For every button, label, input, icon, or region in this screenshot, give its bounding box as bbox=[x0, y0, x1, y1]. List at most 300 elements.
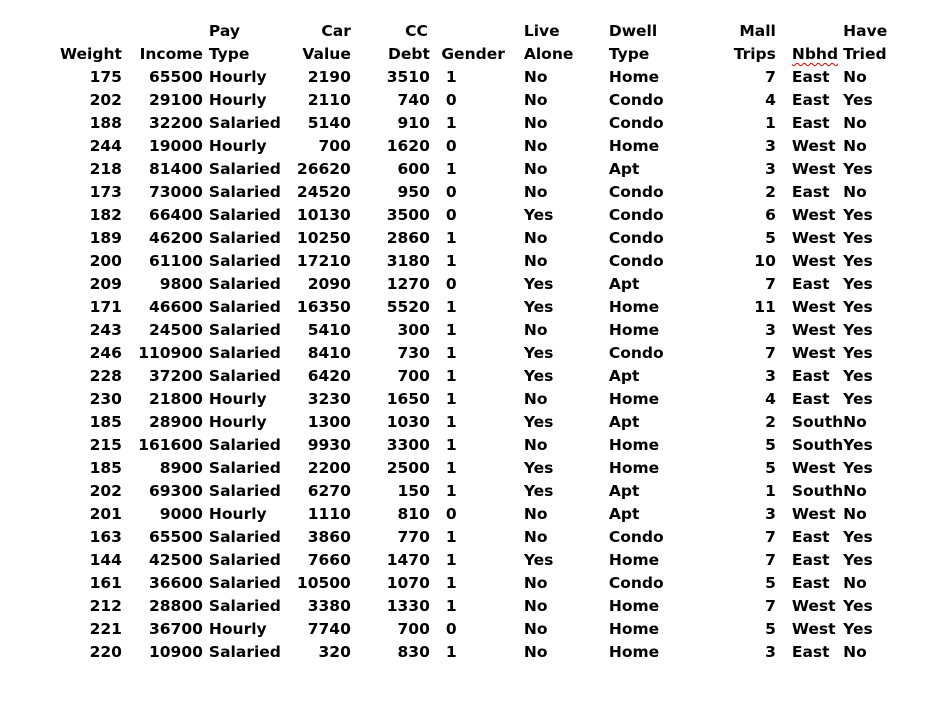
cell-dwell-type: Condo bbox=[608, 528, 664, 546]
cell-car-value: 6270 bbox=[307, 482, 351, 500]
cell-pay-type: Salaried bbox=[208, 229, 281, 247]
cell-dwell-type: Home bbox=[608, 436, 660, 454]
cell-mall-trips: 3 bbox=[765, 160, 776, 178]
cell-weight: 202 bbox=[89, 91, 122, 109]
cell-pay-type: Salaried bbox=[208, 160, 281, 178]
table-row bbox=[60, 365, 888, 388]
cell-income: 161600 bbox=[138, 436, 203, 454]
cell-pay-type: Hourly bbox=[208, 505, 267, 523]
cell-dwell-type: Condo bbox=[608, 574, 664, 592]
table-row bbox=[60, 319, 888, 342]
cell-have-tried: Yes bbox=[843, 459, 873, 477]
cell-nbhd: East bbox=[791, 91, 830, 109]
cell-income: 36700 bbox=[148, 620, 203, 638]
cell-pay-type: Salaried bbox=[208, 275, 281, 293]
cell-pay-type: Salaried bbox=[208, 528, 281, 546]
cell-dwell-type: Condo bbox=[608, 252, 664, 270]
cell-cc-debt: 3500 bbox=[386, 206, 430, 224]
cell-live-alone: No bbox=[523, 528, 548, 546]
cell-gender: 1 bbox=[445, 114, 457, 132]
cell-weight: 175 bbox=[89, 68, 122, 86]
cell-gender: 1 bbox=[445, 528, 457, 546]
cell-have-tried: Yes bbox=[843, 275, 873, 293]
cell-mall-trips: 1 bbox=[765, 114, 776, 132]
cell-live-alone: No bbox=[523, 160, 548, 178]
cell-pay-type: Salaried bbox=[208, 114, 281, 132]
cell-gender: 1 bbox=[445, 367, 457, 385]
cell-car-value: 3380 bbox=[307, 597, 351, 615]
cell-weight: 171 bbox=[89, 298, 122, 316]
cell-nbhd: East bbox=[791, 390, 830, 408]
table-row bbox=[60, 135, 888, 158]
cell-cc-debt: 1030 bbox=[386, 413, 430, 431]
cell-weight: 244 bbox=[89, 137, 122, 155]
table-row bbox=[60, 296, 888, 319]
table-row bbox=[60, 595, 888, 618]
cell-mall-trips: 7 bbox=[765, 528, 776, 546]
header-weight: Weight bbox=[60, 45, 122, 63]
cell-cc-debt: 300 bbox=[397, 321, 430, 339]
cell-weight: 202 bbox=[89, 482, 122, 500]
cell-car-value: 3860 bbox=[307, 528, 351, 546]
cell-car-value: 24520 bbox=[296, 183, 351, 201]
cell-income: 61100 bbox=[148, 252, 203, 270]
cell-pay-type: Salaried bbox=[208, 183, 281, 201]
cell-live-alone: No bbox=[523, 643, 548, 661]
cell-gender: 0 bbox=[445, 620, 457, 638]
cell-have-tried: No bbox=[843, 137, 867, 155]
cell-income: 69300 bbox=[148, 482, 203, 500]
cell-have-tried: No bbox=[843, 68, 867, 86]
cell-have-tried: Yes bbox=[843, 367, 873, 385]
table-row bbox=[60, 618, 888, 641]
cell-dwell-type: Apt bbox=[608, 275, 640, 293]
cell-car-value: 6420 bbox=[307, 367, 351, 385]
cell-car-value: 8410 bbox=[307, 344, 351, 362]
cell-pay-type: Salaried bbox=[208, 436, 281, 454]
cell-cc-debt: 150 bbox=[397, 482, 430, 500]
cell-weight: 144 bbox=[89, 551, 122, 569]
cell-mall-trips: 7 bbox=[765, 551, 776, 569]
cell-pay-type: Hourly bbox=[208, 620, 267, 638]
cell-dwell-type: Home bbox=[608, 137, 660, 155]
table-row bbox=[60, 434, 888, 457]
cell-live-alone: No bbox=[523, 183, 548, 201]
cell-nbhd: South bbox=[791, 413, 844, 431]
cell-car-value: 16350 bbox=[296, 298, 351, 316]
cell-cc-debt: 730 bbox=[397, 344, 430, 362]
cell-nbhd: West bbox=[791, 321, 836, 339]
cell-pay-type: Salaried bbox=[208, 344, 281, 362]
cell-live-alone: No bbox=[523, 390, 548, 408]
cell-dwell-type: Apt bbox=[608, 482, 640, 500]
cell-dwell-type: Condo bbox=[608, 344, 664, 362]
table-row bbox=[60, 572, 888, 595]
table-row bbox=[60, 457, 888, 480]
cell-pay-type: Salaried bbox=[208, 367, 281, 385]
cell-nbhd: East bbox=[791, 68, 830, 86]
cell-gender: 0 bbox=[445, 91, 457, 109]
table-row bbox=[60, 342, 888, 365]
cell-gender: 0 bbox=[445, 505, 457, 523]
cell-cc-debt: 700 bbox=[397, 367, 430, 385]
cell-gender: 0 bbox=[445, 183, 457, 201]
cell-mall-trips: 3 bbox=[765, 321, 776, 339]
cell-cc-debt: 740 bbox=[397, 91, 430, 109]
cell-cc-debt: 3180 bbox=[386, 252, 430, 270]
cell-mall-trips: 7 bbox=[765, 597, 776, 615]
cell-car-value: 9930 bbox=[307, 436, 351, 454]
header-income: Income bbox=[139, 45, 203, 63]
cell-have-tried: Yes bbox=[843, 528, 873, 546]
cell-weight: 228 bbox=[89, 367, 122, 385]
cell-pay-type: Salaried bbox=[208, 206, 281, 224]
cell-dwell-type: Apt bbox=[608, 413, 640, 431]
cell-cc-debt: 2500 bbox=[386, 459, 430, 477]
cell-income: 10900 bbox=[148, 643, 203, 661]
cell-cc-debt: 770 bbox=[397, 528, 430, 546]
cell-income: 19000 bbox=[148, 137, 203, 155]
cell-car-value: 320 bbox=[318, 643, 351, 661]
cell-have-tried: Yes bbox=[843, 436, 873, 454]
cell-live-alone: No bbox=[523, 321, 548, 339]
cell-pay-type: Salaried bbox=[208, 298, 281, 316]
cell-gender: 1 bbox=[445, 344, 457, 362]
cell-income: 29100 bbox=[148, 91, 203, 109]
cell-dwell-type: Condo bbox=[608, 229, 664, 247]
table-row bbox=[60, 526, 888, 549]
cell-income: 21800 bbox=[148, 390, 203, 408]
cell-nbhd: West bbox=[791, 252, 836, 270]
cell-gender: 1 bbox=[445, 574, 457, 592]
cell-weight: 212 bbox=[89, 597, 122, 615]
cell-nbhd: West bbox=[791, 505, 836, 523]
cell-live-alone: No bbox=[523, 574, 548, 592]
cell-have-tried: No bbox=[843, 413, 867, 431]
header-have-tried: Have Tried bbox=[843, 22, 888, 63]
cell-dwell-type: Apt bbox=[608, 505, 640, 523]
cell-income: 46200 bbox=[148, 229, 203, 247]
cell-gender: 1 bbox=[445, 413, 457, 431]
cell-cc-debt: 830 bbox=[397, 643, 430, 661]
cell-gender: 1 bbox=[445, 390, 457, 408]
cell-car-value: 7660 bbox=[307, 551, 351, 569]
cell-have-tried: Yes bbox=[843, 620, 873, 638]
cell-dwell-type: Home bbox=[608, 298, 660, 316]
table-row bbox=[60, 503, 888, 526]
cell-income: 37200 bbox=[148, 367, 203, 385]
cell-gender: 1 bbox=[445, 597, 457, 615]
cell-live-alone: Yes bbox=[523, 298, 554, 316]
cell-cc-debt: 700 bbox=[397, 620, 430, 638]
cell-nbhd: West bbox=[791, 298, 836, 316]
cell-have-tried: Yes bbox=[843, 321, 873, 339]
cell-dwell-type: Apt bbox=[608, 160, 640, 178]
cell-live-alone: No bbox=[523, 114, 548, 132]
cell-cc-debt: 1330 bbox=[386, 597, 430, 615]
cell-car-value: 5410 bbox=[307, 321, 351, 339]
cell-nbhd: East bbox=[791, 114, 830, 132]
cell-weight: 243 bbox=[89, 321, 122, 339]
cell-weight: 209 bbox=[89, 275, 122, 293]
cell-income: 9000 bbox=[159, 505, 203, 523]
table-row bbox=[60, 411, 888, 434]
header-live-alone: Live Alone bbox=[523, 22, 574, 63]
cell-income: 9800 bbox=[159, 275, 203, 293]
cell-car-value: 700 bbox=[318, 137, 351, 155]
cell-income: 46600 bbox=[148, 298, 203, 316]
table-row bbox=[60, 480, 888, 503]
table-row bbox=[60, 158, 888, 181]
cell-pay-type: Hourly bbox=[208, 390, 267, 408]
cell-nbhd: East bbox=[791, 183, 830, 201]
cell-dwell-type: Home bbox=[608, 620, 660, 638]
cell-mall-trips: 4 bbox=[765, 390, 776, 408]
cell-mall-trips: 5 bbox=[765, 436, 776, 454]
cell-mall-trips: 3 bbox=[765, 643, 776, 661]
cell-weight: 188 bbox=[89, 114, 122, 132]
cell-dwell-type: Condo bbox=[608, 206, 664, 224]
cell-have-tried: Yes bbox=[843, 206, 873, 224]
cell-car-value: 10500 bbox=[296, 574, 351, 592]
table-row bbox=[60, 227, 888, 250]
cell-nbhd: East bbox=[791, 551, 830, 569]
cell-live-alone: No bbox=[523, 505, 548, 523]
cell-live-alone: No bbox=[523, 91, 548, 109]
cell-car-value: 7740 bbox=[307, 620, 351, 638]
cell-car-value: 3230 bbox=[307, 390, 351, 408]
cell-live-alone: Yes bbox=[523, 551, 554, 569]
cell-weight: 218 bbox=[89, 160, 122, 178]
cell-mall-trips: 7 bbox=[765, 68, 776, 86]
cell-car-value: 2200 bbox=[307, 459, 351, 477]
cell-gender: 1 bbox=[445, 551, 457, 569]
cell-mall-trips: 3 bbox=[765, 137, 776, 155]
table-row bbox=[60, 273, 888, 296]
cell-mall-trips: 4 bbox=[765, 91, 776, 109]
cell-weight: 246 bbox=[89, 344, 122, 362]
cell-live-alone: No bbox=[523, 229, 548, 247]
cell-live-alone: No bbox=[523, 597, 548, 615]
cell-nbhd: East bbox=[791, 574, 830, 592]
cell-mall-trips: 7 bbox=[765, 275, 776, 293]
table-row bbox=[60, 181, 888, 204]
cell-income: 32200 bbox=[148, 114, 203, 132]
cell-have-tried: No bbox=[843, 505, 867, 523]
cell-live-alone: Yes bbox=[523, 482, 554, 500]
cell-income: 65500 bbox=[148, 528, 203, 546]
cell-nbhd: West bbox=[791, 620, 836, 638]
cell-car-value: 10130 bbox=[296, 206, 351, 224]
cell-mall-trips: 5 bbox=[765, 574, 776, 592]
cell-pay-type: Salaried bbox=[208, 482, 281, 500]
cell-nbhd: West bbox=[791, 137, 836, 155]
cell-cc-debt: 600 bbox=[397, 160, 430, 178]
cell-weight: 185 bbox=[89, 459, 122, 477]
cell-mall-trips: 10 bbox=[754, 252, 776, 270]
cell-live-alone: No bbox=[523, 252, 548, 270]
cell-have-tried: Yes bbox=[843, 597, 873, 615]
cell-income: 8900 bbox=[159, 459, 203, 477]
cell-cc-debt: 5520 bbox=[386, 298, 430, 316]
cell-live-alone: Yes bbox=[523, 275, 554, 293]
cell-car-value: 17210 bbox=[296, 252, 351, 270]
cell-cc-debt: 3510 bbox=[386, 68, 430, 86]
cell-gender: 0 bbox=[445, 137, 457, 155]
cell-gender: 1 bbox=[445, 321, 457, 339]
cell-car-value: 26620 bbox=[296, 160, 351, 178]
cell-cc-debt: 2860 bbox=[386, 229, 430, 247]
table-row bbox=[60, 66, 888, 89]
cell-nbhd: South bbox=[791, 436, 844, 454]
cell-mall-trips: 3 bbox=[765, 367, 776, 385]
cell-mall-trips: 5 bbox=[765, 229, 776, 247]
data-table-container bbox=[60, 20, 910, 664]
cell-cc-debt: 1070 bbox=[386, 574, 430, 592]
cell-have-tried: No bbox=[843, 482, 867, 500]
cell-weight: 189 bbox=[89, 229, 122, 247]
cell-dwell-type: Home bbox=[608, 459, 660, 477]
cell-nbhd: South bbox=[791, 482, 844, 500]
cell-dwell-type: Home bbox=[608, 551, 660, 569]
cell-income: 110900 bbox=[138, 344, 203, 362]
cell-have-tried: No bbox=[843, 183, 867, 201]
cell-cc-debt: 1620 bbox=[386, 137, 430, 155]
cell-weight: 161 bbox=[89, 574, 122, 592]
table-row bbox=[60, 388, 888, 411]
cell-nbhd: West bbox=[791, 206, 836, 224]
cell-have-tried: Yes bbox=[843, 252, 873, 270]
cell-pay-type: Salaried bbox=[208, 551, 281, 569]
cell-gender: 1 bbox=[445, 643, 457, 661]
cell-weight: 163 bbox=[89, 528, 122, 546]
cell-have-tried: No bbox=[843, 574, 867, 592]
cell-cc-debt: 950 bbox=[397, 183, 430, 201]
cell-car-value: 2090 bbox=[307, 275, 351, 293]
cell-mall-trips: 3 bbox=[765, 505, 776, 523]
cell-nbhd: West bbox=[791, 597, 836, 615]
cell-gender: 0 bbox=[445, 275, 457, 293]
cell-weight: 173 bbox=[89, 183, 122, 201]
table-row bbox=[60, 204, 888, 227]
cell-gender: 1 bbox=[445, 298, 457, 316]
header-nbhd: Nbhd bbox=[791, 45, 839, 63]
cell-cc-debt: 1650 bbox=[386, 390, 430, 408]
cell-have-tried: Yes bbox=[843, 551, 873, 569]
cell-have-tried: Yes bbox=[843, 229, 873, 247]
cell-cc-debt: 1470 bbox=[386, 551, 430, 569]
header-pay-type: Pay Type bbox=[208, 22, 250, 63]
cell-mall-trips: 1 bbox=[765, 482, 776, 500]
cell-income: 36600 bbox=[148, 574, 203, 592]
cell-cc-debt: 810 bbox=[397, 505, 430, 523]
cell-pay-type: Hourly bbox=[208, 68, 267, 86]
cell-income: 81400 bbox=[148, 160, 203, 178]
cell-live-alone: No bbox=[523, 436, 548, 454]
cell-income: 28900 bbox=[148, 413, 203, 431]
cell-live-alone: No bbox=[523, 137, 548, 155]
cell-gender: 1 bbox=[445, 229, 457, 247]
cell-mall-trips: 5 bbox=[765, 459, 776, 477]
header-mall-trips: Mall Trips bbox=[733, 22, 776, 63]
cell-live-alone: No bbox=[523, 68, 548, 86]
cell-income: 66400 bbox=[148, 206, 203, 224]
cell-income: 42500 bbox=[148, 551, 203, 569]
header-cc-debt: CC Debt bbox=[387, 22, 430, 63]
table-row bbox=[60, 549, 888, 572]
header-row bbox=[60, 20, 888, 66]
cell-gender: 1 bbox=[445, 68, 457, 86]
cell-pay-type: Hourly bbox=[208, 137, 267, 155]
table-row bbox=[60, 641, 888, 664]
cell-nbhd: East bbox=[791, 643, 830, 661]
cell-dwell-type: Home bbox=[608, 643, 660, 661]
cell-live-alone: Yes bbox=[523, 459, 554, 477]
cell-nbhd: East bbox=[791, 275, 830, 293]
header-dwell-type: Dwell Type bbox=[608, 22, 658, 63]
cell-weight: 220 bbox=[89, 643, 122, 661]
cell-dwell-type: Condo bbox=[608, 91, 664, 109]
cell-mall-trips: 7 bbox=[765, 344, 776, 362]
cell-nbhd: West bbox=[791, 229, 836, 247]
cell-have-tried: No bbox=[843, 114, 867, 132]
cell-car-value: 5140 bbox=[307, 114, 351, 132]
cell-have-tried: Yes bbox=[843, 160, 873, 178]
cell-car-value: 1110 bbox=[307, 505, 351, 523]
cell-gender: 1 bbox=[445, 436, 457, 454]
cell-dwell-type: Condo bbox=[608, 114, 664, 132]
cell-dwell-type: Home bbox=[608, 390, 660, 408]
table-row bbox=[60, 250, 888, 273]
cell-cc-debt: 3300 bbox=[386, 436, 430, 454]
cell-live-alone: Yes bbox=[523, 413, 554, 431]
cell-mall-trips: 2 bbox=[765, 183, 776, 201]
cell-weight: 221 bbox=[89, 620, 122, 638]
cell-live-alone: Yes bbox=[523, 344, 554, 362]
cell-nbhd: West bbox=[791, 160, 836, 178]
cell-gender: 0 bbox=[445, 206, 457, 224]
cell-have-tried: No bbox=[843, 643, 867, 661]
table-row bbox=[60, 112, 888, 135]
cell-cc-debt: 910 bbox=[397, 114, 430, 132]
table-body bbox=[60, 66, 888, 664]
cell-live-alone: Yes bbox=[523, 206, 554, 224]
cell-mall-trips: 6 bbox=[765, 206, 776, 224]
cell-weight: 185 bbox=[89, 413, 122, 431]
cell-weight: 230 bbox=[89, 390, 122, 408]
cell-have-tried: Yes bbox=[843, 91, 873, 109]
cell-mall-trips: 5 bbox=[765, 620, 776, 638]
cell-income: 28800 bbox=[148, 597, 203, 615]
cell-pay-type: Salaried bbox=[208, 459, 281, 477]
cell-dwell-type: Home bbox=[608, 597, 660, 615]
cell-mall-trips: 2 bbox=[765, 413, 776, 431]
cell-pay-type: Salaried bbox=[208, 574, 281, 592]
cell-gender: 1 bbox=[445, 482, 457, 500]
cell-income: 65500 bbox=[148, 68, 203, 86]
header-car-value: Car Value bbox=[302, 22, 351, 63]
cell-car-value: 2110 bbox=[307, 91, 351, 109]
cell-dwell-type: Condo bbox=[608, 183, 664, 201]
table-row bbox=[60, 89, 888, 112]
cell-gender: 1 bbox=[445, 160, 457, 178]
cell-gender: 1 bbox=[445, 252, 457, 270]
cell-dwell-type: Apt bbox=[608, 367, 640, 385]
cell-pay-type: Salaried bbox=[208, 252, 281, 270]
cell-car-value: 1300 bbox=[307, 413, 351, 431]
cell-weight: 182 bbox=[89, 206, 122, 224]
header-gender: Gender bbox=[441, 45, 505, 63]
